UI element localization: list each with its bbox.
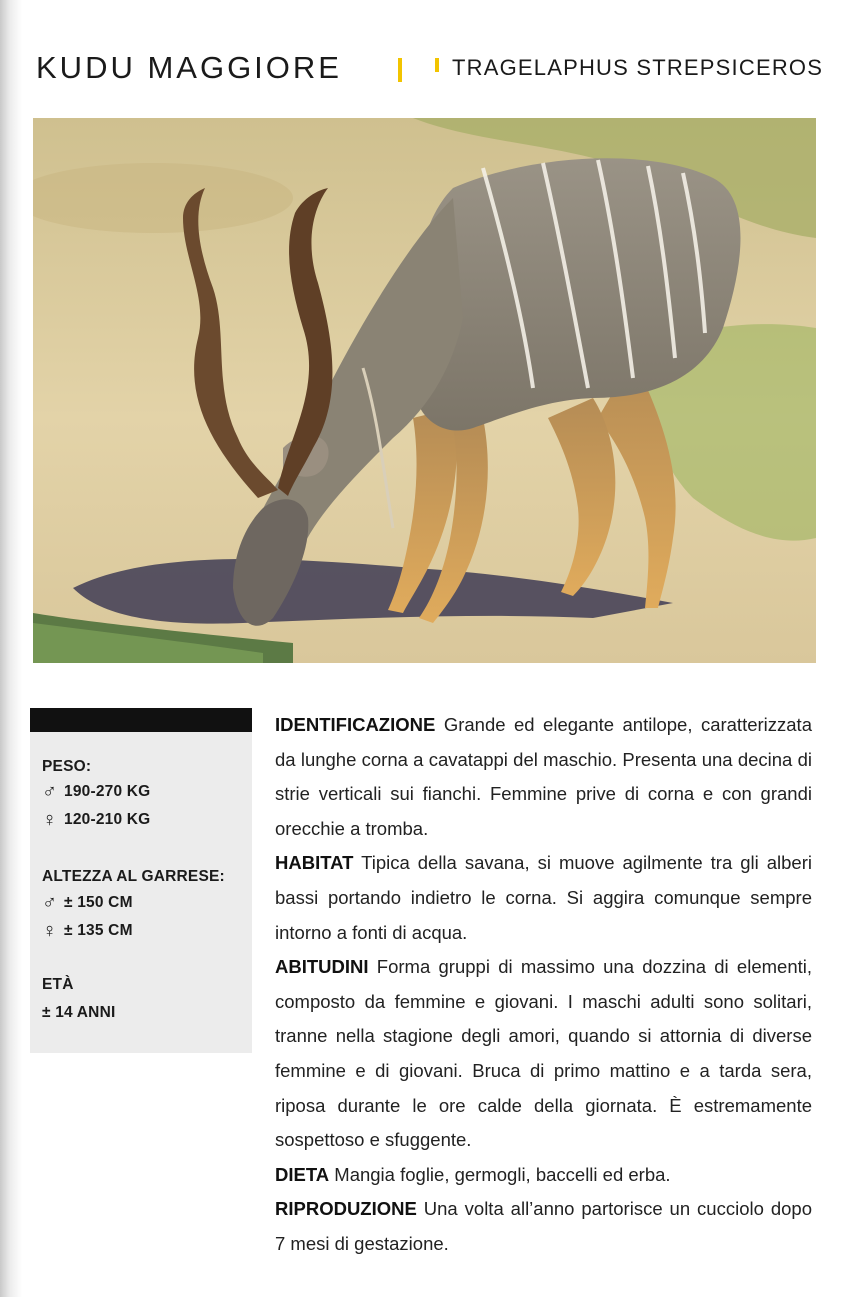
- scientific-name-title: TRAGELAPHUS STREPSICEROS: [452, 55, 824, 80]
- section-habitat: [275, 846, 812, 950]
- common-name-title: KUDU MAGGIORE: [36, 50, 342, 85]
- section-dieta: [275, 1158, 812, 1193]
- peso-label: PESO:: [42, 758, 92, 775]
- title-separator-bar: [398, 58, 402, 82]
- page-header: [36, 50, 826, 90]
- female-icon: ♀: [42, 920, 58, 942]
- section-heading: IDENTIFICAZIONE: [275, 714, 436, 735]
- section-identificazione: [275, 708, 812, 846]
- title-separator-bar-small: [435, 58, 439, 72]
- section-heading: HABITAT: [275, 852, 354, 874]
- description-text: [275, 708, 812, 1262]
- altezza-label: ALTEZZA AL GARRESE:: [42, 868, 225, 885]
- section-body: Forma gruppi di massimo una dozzina di elementi, composto da femmine e giovani. I maschi adulti sono solitari, tranne nella stagione degli amori, quando si attornia di diverse femmine e di giovani. Bruca di primo mattino e a tarda sera, riposa durante le ore calde della giornata. È estremamente sospettoso e sfuggente.: [275, 956, 812, 1151]
- kudu-photo: [33, 118, 816, 663]
- eta-label: ETÀ: [42, 976, 74, 993]
- facts-sidebar: [30, 708, 252, 1053]
- section-riproduzione: [275, 1192, 812, 1261]
- section-body: Mangia foglie, germogli, baccelli ed erba.: [329, 1163, 671, 1185]
- altezza-female: ♀ ± 135 CM: [42, 920, 133, 942]
- peso-female: ♀ 120-210 KG: [42, 809, 151, 831]
- section-heading: DIETA: [275, 1163, 330, 1185]
- male-icon: ♂: [42, 892, 58, 914]
- section-abitudini: [275, 950, 812, 1158]
- page-edge-shadow: [0, 0, 22, 1297]
- peso-male: ♂ 190-270 KG: [42, 781, 151, 803]
- section-body: Una volta all’anno partorisce un cucciolo dopo 7 mesi di gestazione.: [275, 1198, 812, 1254]
- eta-value: ± 14 ANNI: [42, 1004, 116, 1021]
- section-body: Tipica della savana, si muove agilmente tra gli alberi bassi portando indietro le corna. Si aggira comunque sempre intorno a fonti di acqua.: [275, 852, 812, 943]
- female-icon: ♀: [42, 809, 58, 831]
- male-icon: ♂: [42, 781, 58, 803]
- section-body: Grande ed elegante antilope, caratterizzata da lunghe corna a cavatappi del maschio. Presenta una decina di strie verticali sui fianchi. Femmine prive di corna e con grandi orecchie a tromba.: [275, 714, 812, 839]
- sidebar-header-bar: [30, 708, 252, 732]
- altezza-male: ♂ ± 150 CM: [42, 892, 133, 914]
- section-heading: RIPRODUZIONE: [275, 1198, 417, 1220]
- section-heading: ABITUDINI: [275, 956, 369, 978]
